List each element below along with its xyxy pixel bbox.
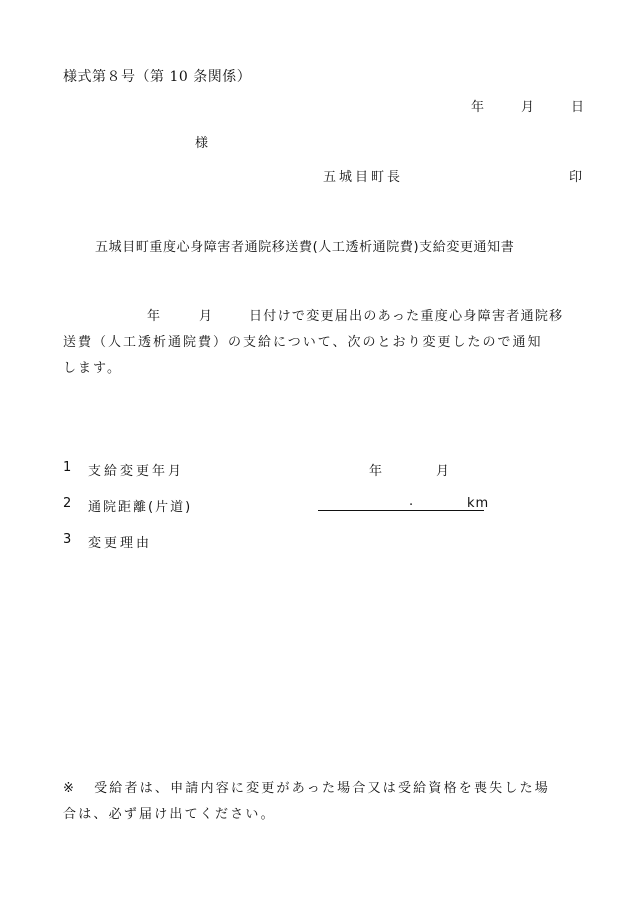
form-number: 様式第８号（第 10 条関係） <box>63 69 252 85</box>
item-1-month-label: 月 <box>436 464 450 479</box>
seal-mark: 印 <box>569 170 583 185</box>
issuer-name: 五城目町長 <box>323 170 404 185</box>
body-paragraph <box>63 304 585 382</box>
item-1-number: 1 <box>63 460 72 475</box>
item-2-decimal-point: . <box>409 494 414 509</box>
body-year-label: 年 <box>147 309 163 324</box>
item-3-number: 3 <box>63 532 72 547</box>
item-2-unit: km <box>467 496 490 511</box>
body-month-label: 月 <box>199 309 215 324</box>
note-line-2: 合は、必ず届け出てください。 <box>63 807 276 822</box>
body-line-2: 送費（人工透析通院費）の支給について、次のとおり変更したので通知 <box>63 335 543 350</box>
item-2-label: 通院距離(片道) <box>88 500 193 515</box>
date-month-label: 月 <box>521 100 535 115</box>
note-line-1: 受給者は、申請内容に変更があった場合又は受給資格を喪失した場 <box>94 781 550 796</box>
body-line-3: します。 <box>63 361 122 376</box>
note-block <box>63 776 588 828</box>
item-1-year-label: 年 <box>369 464 383 479</box>
item-2-number: 2 <box>63 496 72 511</box>
item-1-label: 支給変更年月 <box>88 464 185 479</box>
distance-underline <box>318 510 484 511</box>
body-line-1: 日付けで変更届出のあった重度心身障害者通院移 <box>249 309 564 324</box>
note-mark: ※ <box>63 781 77 796</box>
date-year-label: 年 <box>471 100 485 115</box>
date-day-label: 日 <box>571 100 585 115</box>
document-title: 五城目町重度心身障害者通院移送費(人工透析通院費)支給変更通知書 <box>95 240 515 255</box>
item-3-label: 変更理由 <box>88 536 153 551</box>
addressee-suffix: 様 <box>195 136 209 151</box>
